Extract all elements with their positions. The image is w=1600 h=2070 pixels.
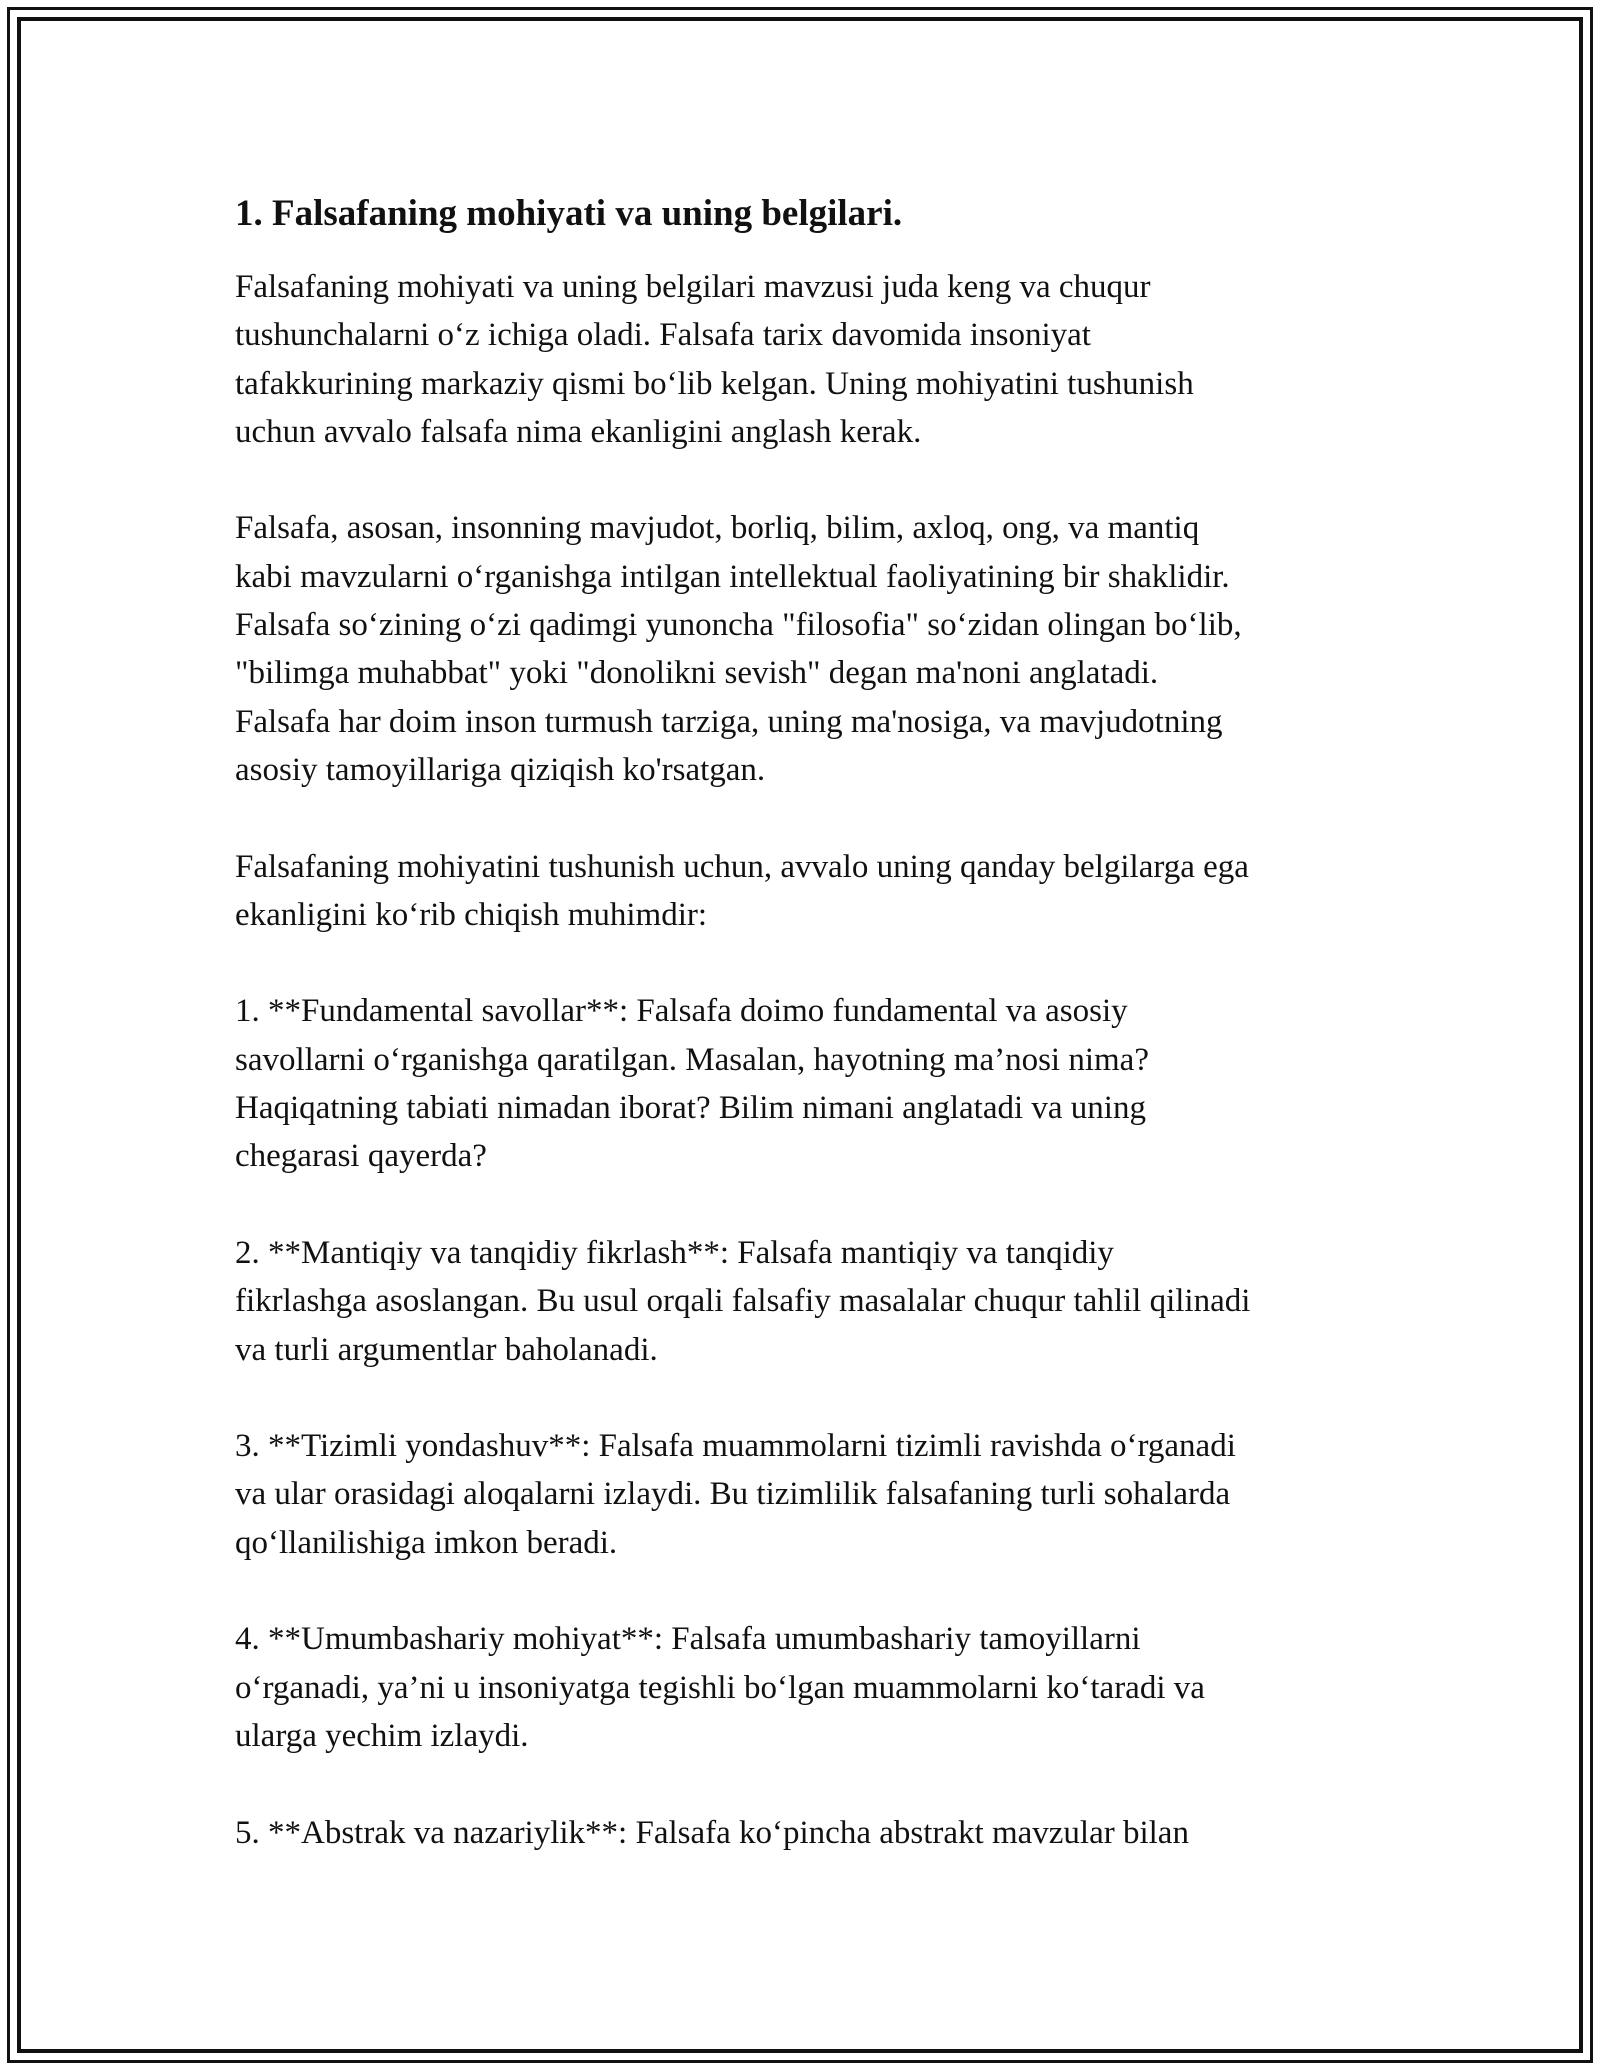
- paragraph-features-intro: Falsafaning mohiyatini tushunish uchun, avvalo uning qanday belgilarga ega ekanligini ko‘rib chiqish muhimdir:: [235, 848, 1249, 933]
- paragraph-intro: Falsafaning mohiyati va uning belgilari mavzusi juda keng va chuqur tushunchalarni o‘z ichiga oladi. Falsafa tarix davomida insoniyat tafakkurining markaziy qismi bo‘lib kelgan. Uning mohiyatini tushunish uchun avvalo falsafa nima ekanligini anglash kerak.: [235, 269, 1194, 450]
- document-body: [235, 190, 1375, 1905]
- list-item-universal-essence: 4. **Umumbashariy mohiyat**: Falsafa umumbashariy tamoyillarni o‘rganadi, ya’ni u insoniyatga tegishli bo‘lgan muammolarni ko‘taradi va ularga yechim izlaydi.: [235, 1621, 1205, 1754]
- list-item-abstract-theoretical: 5. **Abstrak va nazariylik**: Falsafa ko‘pincha abstrakt mavzular bilan: [235, 1814, 1189, 1851]
- list-item-logical-thinking: 2. **Mantiqiy va tanqidiy fikrlash**: Falsafa mantiqiy va tanqidiy fikrlashga asoslangan. Bu usul orqali falsafiy masalalar chuqur tahlil qilinadi va turli argumentlar baholanadi.: [235, 1234, 1251, 1368]
- paragraph-definition: Falsafa, asosan, insonning mavjudot, borliq, bilim, axloq, ong, va mantiq kabi mavzularni o‘rganishga intilgan intellektual faoliyatining bir shaklidir. Falsafa so‘zining o‘zi qadimgi yunoncha "filosofia" so‘zidan olingan bo‘lib, "bilimga muhabbat" yoki "donolikni sevish" degan ma'noni anglatadi. Falsafa har doim inson turmush tarziga, uning ma'nosiga, va mavjudotning asosiy tamoyillariga qiziqish ko'rsatgan.: [235, 510, 1242, 788]
- list-item-systematic-approach: 3. **Tizimli yondashuv**: Falsafa muammolarni tizimli ravishda o‘rganadi va ular orasidagi aloqalarni izlaydi. Bu tizimlilik falsafaning turli sohalarda qo‘llanilishiga imkon beradi.: [235, 1428, 1236, 1561]
- list-item-fundamental-questions: 1. **Fundamental savollar**: Falsafa doimo fundamental va asosiy savollarni o‘rganishga qaratilgan. Masalan, hayotning ma’nosi nima? Haqiqatning tabiati nimadan iborat? Bilim nimani anglatadi va uning chegarasi qayerda?: [235, 993, 1149, 1175]
- section-heading: 1. Falsafaning mohiyati va uning belgilari.: [235, 193, 903, 234]
